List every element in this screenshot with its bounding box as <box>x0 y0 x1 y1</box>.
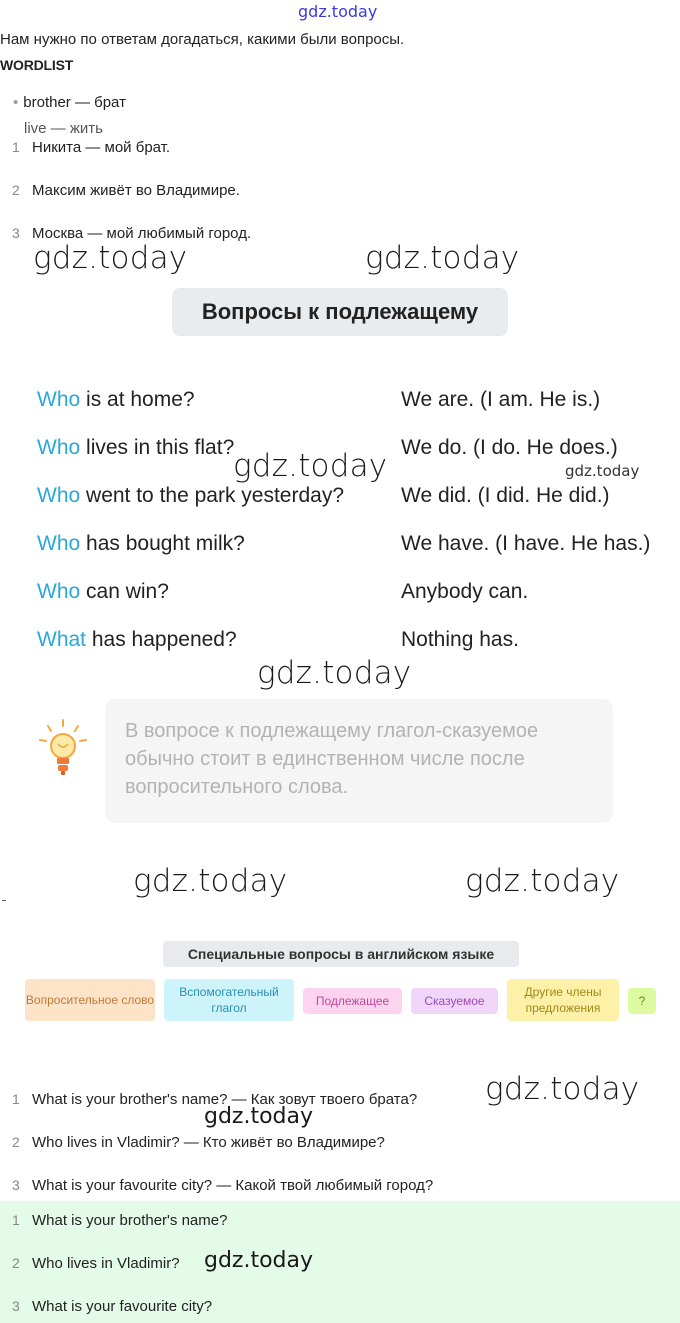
question-row: Who has bought milk? <box>37 532 245 555</box>
special-questions-title: Специальные вопросы в английском языке <box>163 941 519 967</box>
legend-chip-predicate: Сказуемое <box>411 988 498 1014</box>
watermark: gdz.today <box>465 863 620 899</box>
intro-text: Нам нужно по ответам догадаться, какими были вопросы. <box>0 31 405 48</box>
legend-chip-subject: Подлежащее <box>303 988 402 1014</box>
watermark: gdz.today <box>485 1071 640 1107</box>
answer-text: Nothing has. <box>401 628 519 651</box>
lightbulb-icon <box>38 718 88 785</box>
answer-text: We did. (I did. He did.) <box>401 484 610 507</box>
answer-row: 1 Никита — мой брат. <box>12 139 171 156</box>
answer-text: We do. (I do. He does.) <box>401 436 618 459</box>
translation-row: 3 What is your favourite city? — Какой твой любимый город? <box>12 1177 434 1194</box>
bullet-dot: • <box>13 94 19 111</box>
question-row: What has happened? <box>37 628 237 651</box>
legend-chip-auxiliary-verb: Вспомогательный глагол <box>164 979 294 1021</box>
watermark: gdz.today <box>233 448 388 484</box>
final-answer-row: 1 What is your brother's name? <box>12 1212 228 1229</box>
question-row: Who went to the park yesterday? <box>37 484 344 507</box>
answer-text: We have. (I have. He has.) <box>401 532 651 555</box>
watermark: gdz.today <box>257 655 412 691</box>
watermark: gdz.today <box>33 240 188 276</box>
translation-row: 1 What is your brother's name? — Как зовут твоего брата? <box>12 1091 418 1108</box>
answer-row: 2 Максим живёт во Владимире. <box>12 182 240 199</box>
watermark-top: gdz.today <box>298 2 378 21</box>
watermark: gdz.today <box>204 1248 314 1273</box>
question-row: Who lives in this flat? <box>37 436 235 459</box>
answer-row: 3 Москва — мой любимый город. <box>12 225 252 242</box>
answer-text: Anybody can. <box>401 580 529 603</box>
legend-chip-question-word: Вопросительное слово <box>25 979 155 1021</box>
legend-chip-question-mark: ? <box>628 988 656 1014</box>
final-answer-row: 3 What is your favourite city? <box>12 1298 213 1315</box>
watermark: gdz.today <box>133 863 288 899</box>
wordlist-title: WORDLIST <box>0 57 74 73</box>
watermark: gdz.today <box>565 462 640 480</box>
answer-text: We are. (I am. He is.) <box>401 388 601 411</box>
legend-chip-other-members: Другие члены предложения <box>507 979 619 1021</box>
question-row: Who can win? <box>37 580 169 603</box>
grammar-note: В вопросе к подлежащему глагол-сказуемое обычно стоит в единственном числе после вопросительного слова. <box>105 699 613 823</box>
question-row: Who is at home? <box>37 388 195 411</box>
watermark: gdz.today <box>365 240 520 276</box>
wordlist-item: • brother — брат <box>13 94 126 111</box>
watermark: gdz.today <box>204 1104 314 1129</box>
translation-row: 2 Who lives in Vladimir? — Кто живёт во Владимире? <box>12 1134 385 1151</box>
grammar-title: Вопросы к подлежащему <box>172 288 508 336</box>
divider-mark <box>2 900 6 901</box>
wordlist-item-clipped: live — жить <box>24 120 103 137</box>
final-answer-row: 2 Who lives in Vladimir? <box>12 1255 180 1272</box>
